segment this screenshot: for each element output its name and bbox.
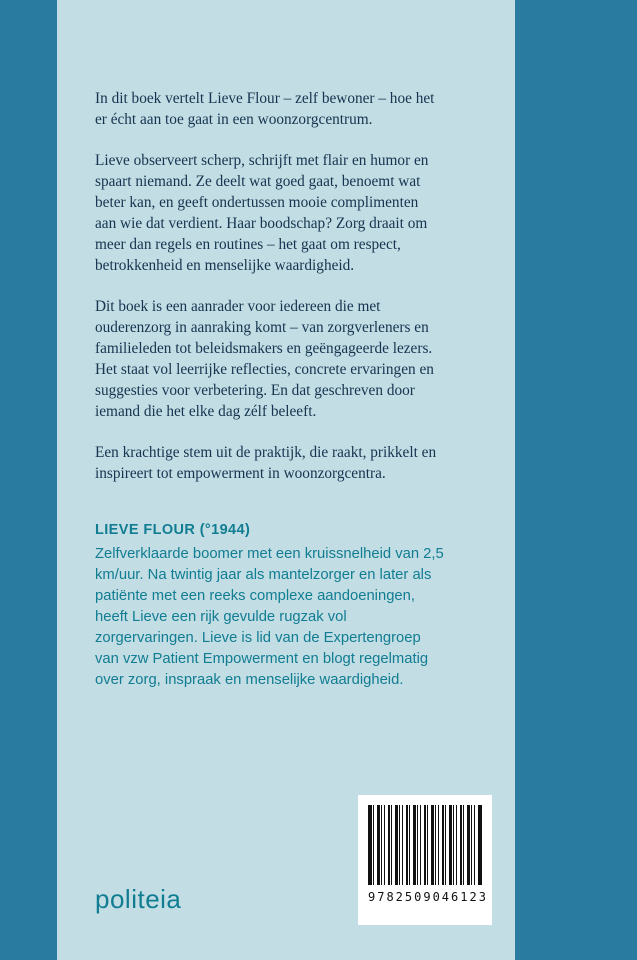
publisher-logo: politeia (95, 884, 182, 914)
right-border-strip (515, 0, 637, 960)
barcode-bars-icon (368, 805, 482, 885)
author-section (95, 522, 443, 691)
author-heading: LIEVE FLOUR (°1944) (95, 522, 251, 538)
synopsis-paragraph: Dit boek is een aanrader voor iedereen die met ouderenzorg in aanraking komt – van zorgverleners en familieleden tot beleidsmakers en geëngageerde lezers. Het staat vol leerrijke reflecties, concrete ervaringen en suggesties voor verbetering. En dat geschreven door iemand die het elke dag zélf beleeft. (95, 298, 434, 420)
synopsis-paragraph: Een krachtige stem uit de praktijk, die raakt, prikkelt en inspireert tot empowerment in woonzorgcentra. (95, 444, 437, 482)
author-bio: Zelfverklaarde boomer met een kruissnelheid van 2,5 km/uur. Na twintig jaar als mantelzorger en later als patiënte met een reeks complexe aandoeningen, heeft Lieve een rijk gevulde rugzak vol zorgervaringen. Lieve is lid van de Expertengroep van vzw Patient Empowerment en blogt regelmatig over zorg, inspraak en menselijke waardigheid. (95, 546, 444, 688)
left-border-strip (0, 0, 57, 960)
isbn-number: 9782509046123 (368, 890, 488, 904)
synopsis-paragraph: In dit boek vertelt Lieve Flour – zelf bewoner – hoe het er écht aan toe gaat in een woonzorgcentrum. (95, 90, 435, 128)
synopsis-paragraph: Lieve observeert scherp, schrijft met flair en humor en spaart niemand. Ze deelt wat goed gaat, benoemt wat beter kan, en geeft ondertussen mooie complimenten aan wie dat verdient. Haar boodschap? Zorg draait om meer dan regels en routines – het gaat om respect, betrokkenheid en menselijke waardigheid. (95, 152, 429, 274)
back-cover-text-block (95, 88, 443, 691)
barcode-panel (358, 795, 492, 925)
